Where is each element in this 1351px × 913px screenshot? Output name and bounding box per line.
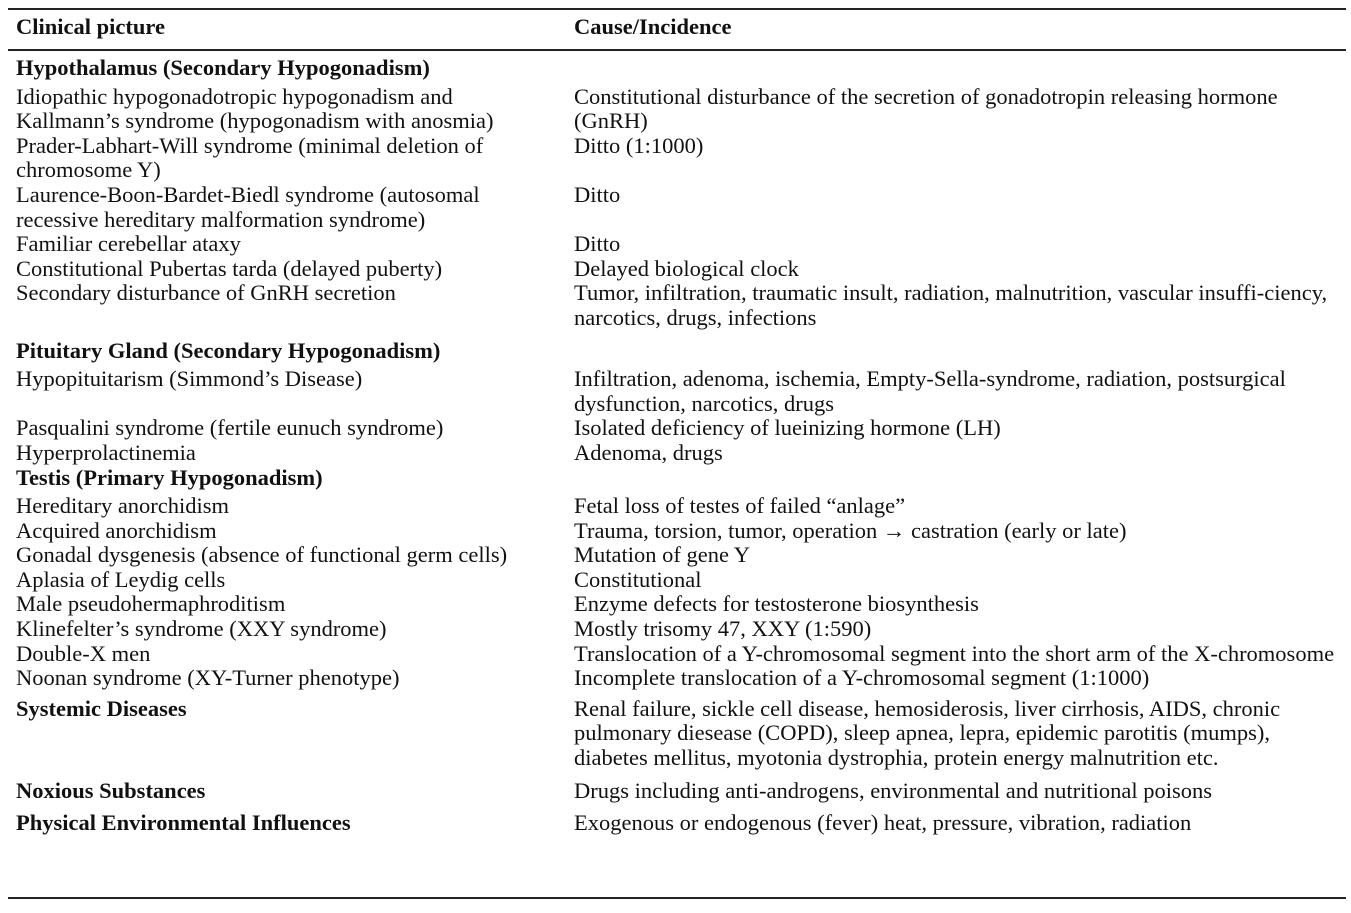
- cause-cell: Renal failure, sickle cell disease, hemosiderosis, liver cirrhosis, AIDS, chronic pulmonary diesease (COPD), sleep apnea, lepra, epidemic parotitis (mumps), diabetes mellitus, myotonia dystrophia, protein energy malnutrition etc.: [574, 695, 1281, 771]
- section-title: Hypothalamus (Secondary Hypogonadism): [16, 55, 430, 80]
- clinical-cell: Gonadal dysgenesis (absence of functional germ cells): [16, 542, 508, 568]
- section-row-testis: [0, 466, 1351, 495]
- table-row-noxious-substances: [0, 771, 1351, 804]
- category-cell: Systemic Diseases: [16, 695, 187, 721]
- column-header-cause-incidence: Cause/Incidence: [574, 14, 732, 39]
- cause-cell: Tumor, infiltration, traumatic insult, radiation, malnutrition, vascular insuffi-ciency, narcotics, drugs, infections: [574, 280, 1328, 330]
- clinical-cell: Hypopituitarism (Simmond’s Disease): [16, 366, 363, 392]
- table-row: [0, 617, 1351, 642]
- section-title: Pituitary Gland (Secondary Hypogonadism): [16, 337, 441, 363]
- clinical-cell: Aplasia of Leydig cells: [16, 566, 226, 592]
- table-row: [0, 568, 1351, 593]
- cause-cell: Ditto: [574, 231, 621, 257]
- cause-cell: Incomplete translocation of a Y-chromosomal segment (1:1000): [574, 665, 1150, 691]
- clinical-cell: Hereditary anorchidism: [16, 493, 230, 519]
- clinical-cell: Prader-Labhart-Will syndrome (minimal deletion of chromosome Y): [16, 132, 484, 183]
- clinical-cell: Noonan syndrome (XY-Turner phenotype): [16, 665, 400, 691]
- table-row: [0, 441, 1351, 466]
- clinical-cell: Idiopathic hypogonadotropic hypogonadism and Kallmann’s syndrome (hypogonadism with anosmia): [16, 83, 494, 134]
- section-title: Testis (Primary Hypogonadism): [16, 464, 323, 490]
- cause-cell: Fetal loss of testes of failed “anlage”: [574, 493, 906, 519]
- table-row-physical-environmental-influences: [0, 803, 1351, 836]
- top-rule: [8, 8, 1346, 10]
- table-row: [0, 592, 1351, 617]
- table-body: [0, 56, 1351, 836]
- table-row-systemic-diseases: [0, 691, 1351, 771]
- table-row: [0, 85, 1351, 134]
- table-row: [0, 642, 1351, 667]
- section-row-hypothalamus: [0, 56, 1351, 85]
- cause-cell: Translocation of a Y-chromosomal segment into the short arm of the X-chromosome: [574, 640, 1335, 666]
- cause-cell: Isolated deficiency of lueinizing hormone (LH): [574, 415, 1001, 441]
- cause-cell: Trauma, torsion, tumor, operation → castration (early or late): [574, 517, 1127, 543]
- clinical-cell: Male pseudohermaphroditism: [16, 591, 286, 617]
- category-cell: Physical Environmental Influences: [16, 810, 351, 836]
- cause-cell: Constitutional: [574, 566, 702, 592]
- table-row: [0, 519, 1351, 544]
- cause-cell: Ditto: [574, 181, 621, 207]
- table-row: [0, 134, 1351, 183]
- cause-cell: Delayed biological clock: [574, 255, 799, 281]
- cause-cell: Mutation of gene Y: [574, 542, 751, 568]
- table-row: [0, 183, 1351, 232]
- column-header-clinical-picture: Clinical picture: [16, 14, 165, 39]
- clinical-cell: Hyperprolactinemia: [16, 439, 196, 465]
- clinical-cell: Acquired anorchidism: [16, 517, 217, 543]
- cause-cell: Infiltration, adenoma, ischemia, Empty-Sella-syndrome, radiation, postsurgical dysfunction, narcotics, drugs: [574, 366, 1286, 416]
- table-row: [0, 257, 1351, 282]
- clinical-cell: Double-X men: [16, 640, 151, 666]
- cause-cell: Mostly trisomy 47, XXY (1:590): [574, 616, 872, 642]
- table-row: [0, 281, 1351, 330]
- clinical-cell: Secondary disturbance of GnRH secretion: [16, 280, 396, 306]
- table-row: [0, 543, 1351, 568]
- category-cell: Noxious Substances: [16, 777, 206, 803]
- hypogonadism-table: [0, 56, 1351, 836]
- clinical-cell: Pasqualini syndrome (fertile eunuch syndrome): [16, 415, 444, 441]
- table-row: [0, 494, 1351, 519]
- table-row: [0, 367, 1351, 416]
- cause-cell: Ditto (1:1000): [574, 132, 704, 158]
- table-row: [0, 666, 1351, 691]
- header-rule: [8, 49, 1346, 51]
- cause-cell: Constitutional disturbance of the secretion of gonadotropin releasing hormone (GnRH): [574, 83, 1278, 134]
- clinical-cell: Constitutional Pubertas tarda (delayed puberty): [16, 255, 443, 281]
- section-row-pituitary-gland: [0, 331, 1351, 368]
- cause-cell: Drugs including anti-androgens, environmental and nutritional poisons: [574, 777, 1213, 803]
- cause-cell: Exogenous or endogenous (fever) heat, pressure, vibration, radiation: [574, 810, 1192, 836]
- clinical-cell: Familiar cerebellar ataxy: [16, 231, 241, 257]
- table-row: [0, 416, 1351, 441]
- cause-cell: Enzyme defects for testosterone biosynthesis: [574, 591, 979, 617]
- cause-cell: Adenoma, drugs: [574, 439, 723, 465]
- bottom-rule: [8, 897, 1346, 899]
- clinical-cell: Klinefelter’s syndrome (XXY syndrome): [16, 616, 387, 642]
- clinical-cell: Laurence-Boon-Bardet-Biedl syndrome (autosomal recessive hereditary malformation syndrome): [16, 181, 480, 232]
- table-row: [0, 232, 1351, 257]
